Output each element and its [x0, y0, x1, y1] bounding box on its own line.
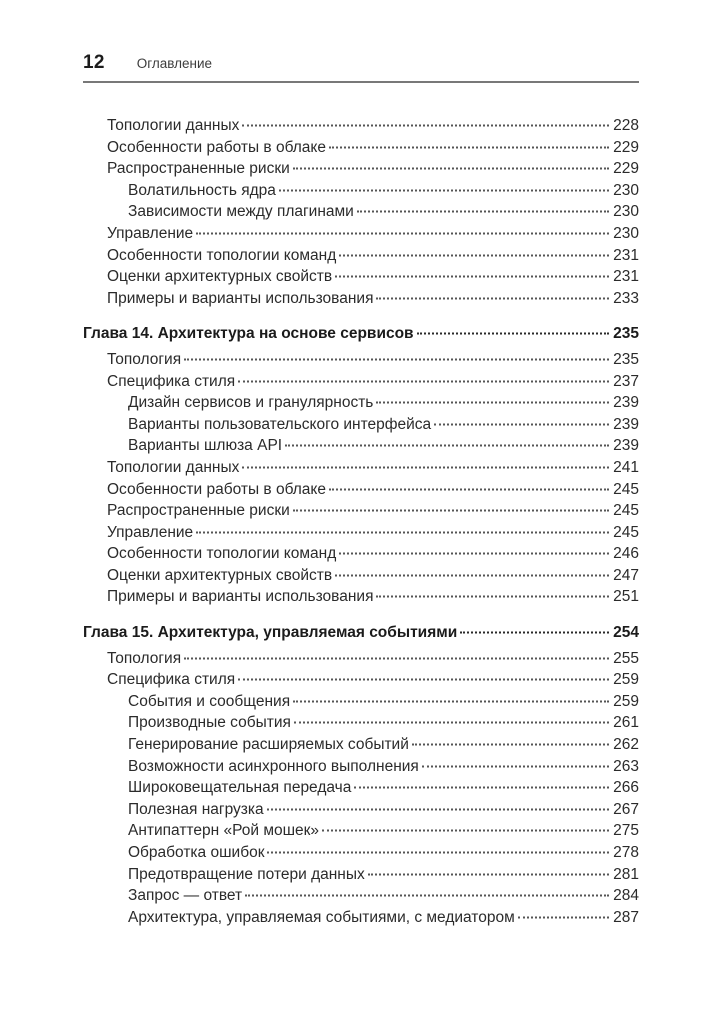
toc-entry-title: Глава 15. Архитектура, управляемая событиями [83, 624, 458, 642]
toc-entry-page: 255 [613, 649, 639, 667]
page-number: 12 [83, 52, 105, 73]
toc-entry-page: 231 [613, 268, 639, 286]
toc-entry-page: 228 [613, 117, 639, 134]
toc-entry-title: Примеры и варианты использования [107, 289, 374, 307]
toc-entry-page: 245 [613, 523, 639, 541]
dot-leader [417, 333, 610, 335]
toc-entry-title: Топологии данных [107, 458, 240, 476]
dot-leader [368, 873, 609, 875]
toc-entry-row [83, 842, 639, 864]
toc-entry-page: 278 [613, 844, 639, 861]
toc-entry-row [83, 457, 639, 479]
dot-leader [267, 852, 609, 854]
toc-entry-row [83, 266, 639, 288]
dot-leader [242, 466, 609, 468]
dot-leader [376, 402, 609, 404]
toc-entry-title: Распространенные риски [107, 160, 290, 178]
dot-leader [293, 700, 609, 702]
table-of-contents [83, 115, 639, 928]
dot-leader [329, 488, 609, 490]
toc-entry-page: 281 [613, 865, 639, 883]
toc-entry-row [83, 565, 639, 587]
toc-entry-page: 233 [613, 289, 639, 307]
toc-entry-title: Топологии данных [107, 117, 240, 134]
toc-entry-title: Особенности топологии команд [107, 545, 337, 563]
toc-entry-page: 231 [613, 246, 639, 264]
toc-entry-title: Управление [107, 224, 194, 242]
toc-entry-title: Запрос — ответ [128, 887, 243, 905]
dot-leader [294, 722, 609, 724]
toc-entry-row [83, 349, 639, 371]
toc-entry-title: Топология [107, 649, 182, 667]
toc-chapter-row [83, 323, 639, 345]
toc-entry-row [83, 777, 639, 799]
dot-leader [279, 189, 609, 191]
toc-entry-title: Волатильность ядра [128, 181, 276, 199]
toc-entry-title: Оценки архитектурных свойств [107, 566, 333, 584]
dot-leader [335, 276, 609, 278]
toc-entry-page: 230 [613, 181, 639, 199]
toc-entry-page: 239 [613, 437, 639, 455]
toc-entry-row [83, 223, 639, 245]
toc-entry-row [83, 479, 639, 501]
toc-entry-title: Варианты шлюза API [128, 437, 283, 455]
dot-leader [238, 380, 609, 382]
book-page [83, 0, 639, 928]
toc-entry-title: Зависимости между плагинами [128, 203, 354, 221]
dot-leader [293, 510, 609, 512]
toc-entry-row [83, 500, 639, 522]
dot-leader [196, 232, 609, 234]
toc-entry-page: 267 [613, 800, 639, 818]
dot-leader [196, 531, 609, 533]
toc-entry-title: Архитектура, управляемая событиями, с медиатором [128, 908, 515, 926]
toc-entry-title: Предотвращение потери данных [128, 865, 365, 883]
toc-entry-title: Широковещательная передача [128, 779, 352, 797]
dot-leader [434, 423, 609, 425]
toc-entry-row [83, 201, 639, 223]
dot-leader [267, 808, 610, 810]
toc-entry-row [83, 392, 639, 414]
dot-leader [376, 297, 609, 299]
toc-entry-row [83, 734, 639, 756]
toc-entry-page: 229 [613, 160, 639, 178]
dot-leader [293, 168, 609, 170]
dot-leader [242, 125, 609, 127]
toc-entry-title: События и сообщения [128, 692, 291, 710]
dot-leader [339, 553, 609, 555]
toc-entry-row [83, 435, 639, 457]
toc-entry-row [83, 522, 639, 544]
toc-entry-title: Управление [107, 523, 194, 541]
dot-leader [285, 445, 609, 447]
toc-entry-page: 259 [613, 671, 639, 689]
dot-leader [518, 916, 609, 918]
toc-entry-row [83, 180, 639, 202]
toc-entry-title: Глава 14. Архитектура на основе сервисов [83, 325, 414, 343]
toc-entry-row [83, 137, 639, 159]
toc-entry-page: 235 [613, 350, 639, 368]
toc-entry-page: 239 [613, 415, 639, 433]
dot-leader [184, 657, 609, 659]
toc-entry-title: Обработка ошибок [128, 844, 265, 861]
toc-entry-title: Полезная нагрузка [128, 800, 264, 818]
page-header [83, 52, 639, 74]
toc-entry-row [83, 712, 639, 734]
toc-entry-page: 247 [613, 566, 639, 584]
toc-entry-title: Варианты пользовательского интерфейса [128, 415, 432, 433]
toc-entry-row [83, 543, 639, 565]
toc-entry-page: 237 [613, 372, 639, 390]
toc-entry-row [83, 288, 639, 310]
dot-leader [335, 574, 609, 576]
toc-entry-page: 259 [613, 692, 639, 710]
toc-entry-page: 239 [613, 394, 639, 412]
toc-entry-title: Специфика стиля [107, 372, 236, 390]
toc-chapter-row [83, 622, 639, 644]
toc-entry-page: 245 [613, 502, 639, 520]
toc-entry-page: 266 [613, 779, 639, 797]
dot-leader [184, 358, 609, 360]
toc-entry-title: Специфика стиля [107, 671, 236, 689]
dot-leader [354, 787, 609, 789]
dot-leader [412, 744, 609, 746]
toc-entry-title: Оценки архитектурных свойств [107, 268, 333, 286]
toc-entry-title: Антипаттерн «Рой мошек» [128, 822, 320, 840]
toc-entry-title: Распространенные риски [107, 502, 290, 520]
toc-entry-row [83, 586, 639, 608]
toc-entry-page: 230 [613, 203, 639, 221]
toc-entry-title: Особенности работы в облаке [107, 480, 327, 498]
toc-entry-row [83, 820, 639, 842]
toc-entry-row [83, 691, 639, 713]
dot-leader [357, 211, 609, 213]
toc-entry-page: 235 [613, 325, 639, 343]
toc-entry-page: 246 [613, 545, 639, 563]
header-rule [83, 81, 639, 83]
toc-entry-page: 284 [613, 887, 639, 905]
toc-entry-page: 241 [613, 458, 639, 476]
toc-entry-row [83, 669, 639, 691]
toc-entry-title: Производные события [128, 714, 291, 732]
toc-entry-row [83, 756, 639, 778]
toc-entry-page: 287 [613, 908, 639, 926]
toc-entry-page: 263 [613, 757, 639, 775]
toc-entry-row [83, 414, 639, 436]
toc-entry-page: 254 [613, 624, 639, 642]
dot-leader [460, 632, 609, 634]
toc-entry-title: Топология [107, 350, 182, 368]
toc-entry-row [83, 115, 639, 137]
toc-entry-row [83, 158, 639, 180]
dot-leader [422, 765, 609, 767]
toc-entry-row [83, 907, 639, 929]
dot-leader [245, 895, 609, 897]
toc-entry-page: 275 [613, 822, 639, 840]
toc-entry-page: 230 [613, 224, 639, 242]
running-title: Оглавление [136, 56, 212, 71]
toc-entry-row [83, 864, 639, 886]
dot-leader [322, 830, 609, 832]
dot-leader [376, 596, 609, 598]
toc-entry-row [83, 648, 639, 670]
toc-entry-title: Дизайн сервисов и гранулярность [128, 394, 374, 412]
toc-entry-title: Особенности топологии команд [107, 246, 337, 264]
toc-entry-row [83, 885, 639, 907]
toc-entry-title: Возможности асинхронного выполнения [128, 757, 419, 775]
toc-entry-page: 229 [613, 138, 639, 156]
toc-entry-title: Особенности работы в облаке [107, 138, 327, 156]
toc-entry-page: 262 [613, 736, 639, 754]
toc-entry-row [83, 371, 639, 393]
dot-leader [238, 679, 609, 681]
toc-entry-page: 261 [613, 714, 639, 732]
dot-leader [339, 254, 609, 256]
toc-entry-page: 251 [613, 588, 639, 606]
toc-entry-title: Примеры и варианты использования [107, 588, 374, 606]
dot-leader [329, 146, 609, 148]
toc-entry-row [83, 799, 639, 821]
toc-entry-row [83, 245, 639, 267]
toc-entry-page: 245 [613, 480, 639, 498]
toc-entry-title: Генерирование расширяемых событий [128, 736, 409, 754]
